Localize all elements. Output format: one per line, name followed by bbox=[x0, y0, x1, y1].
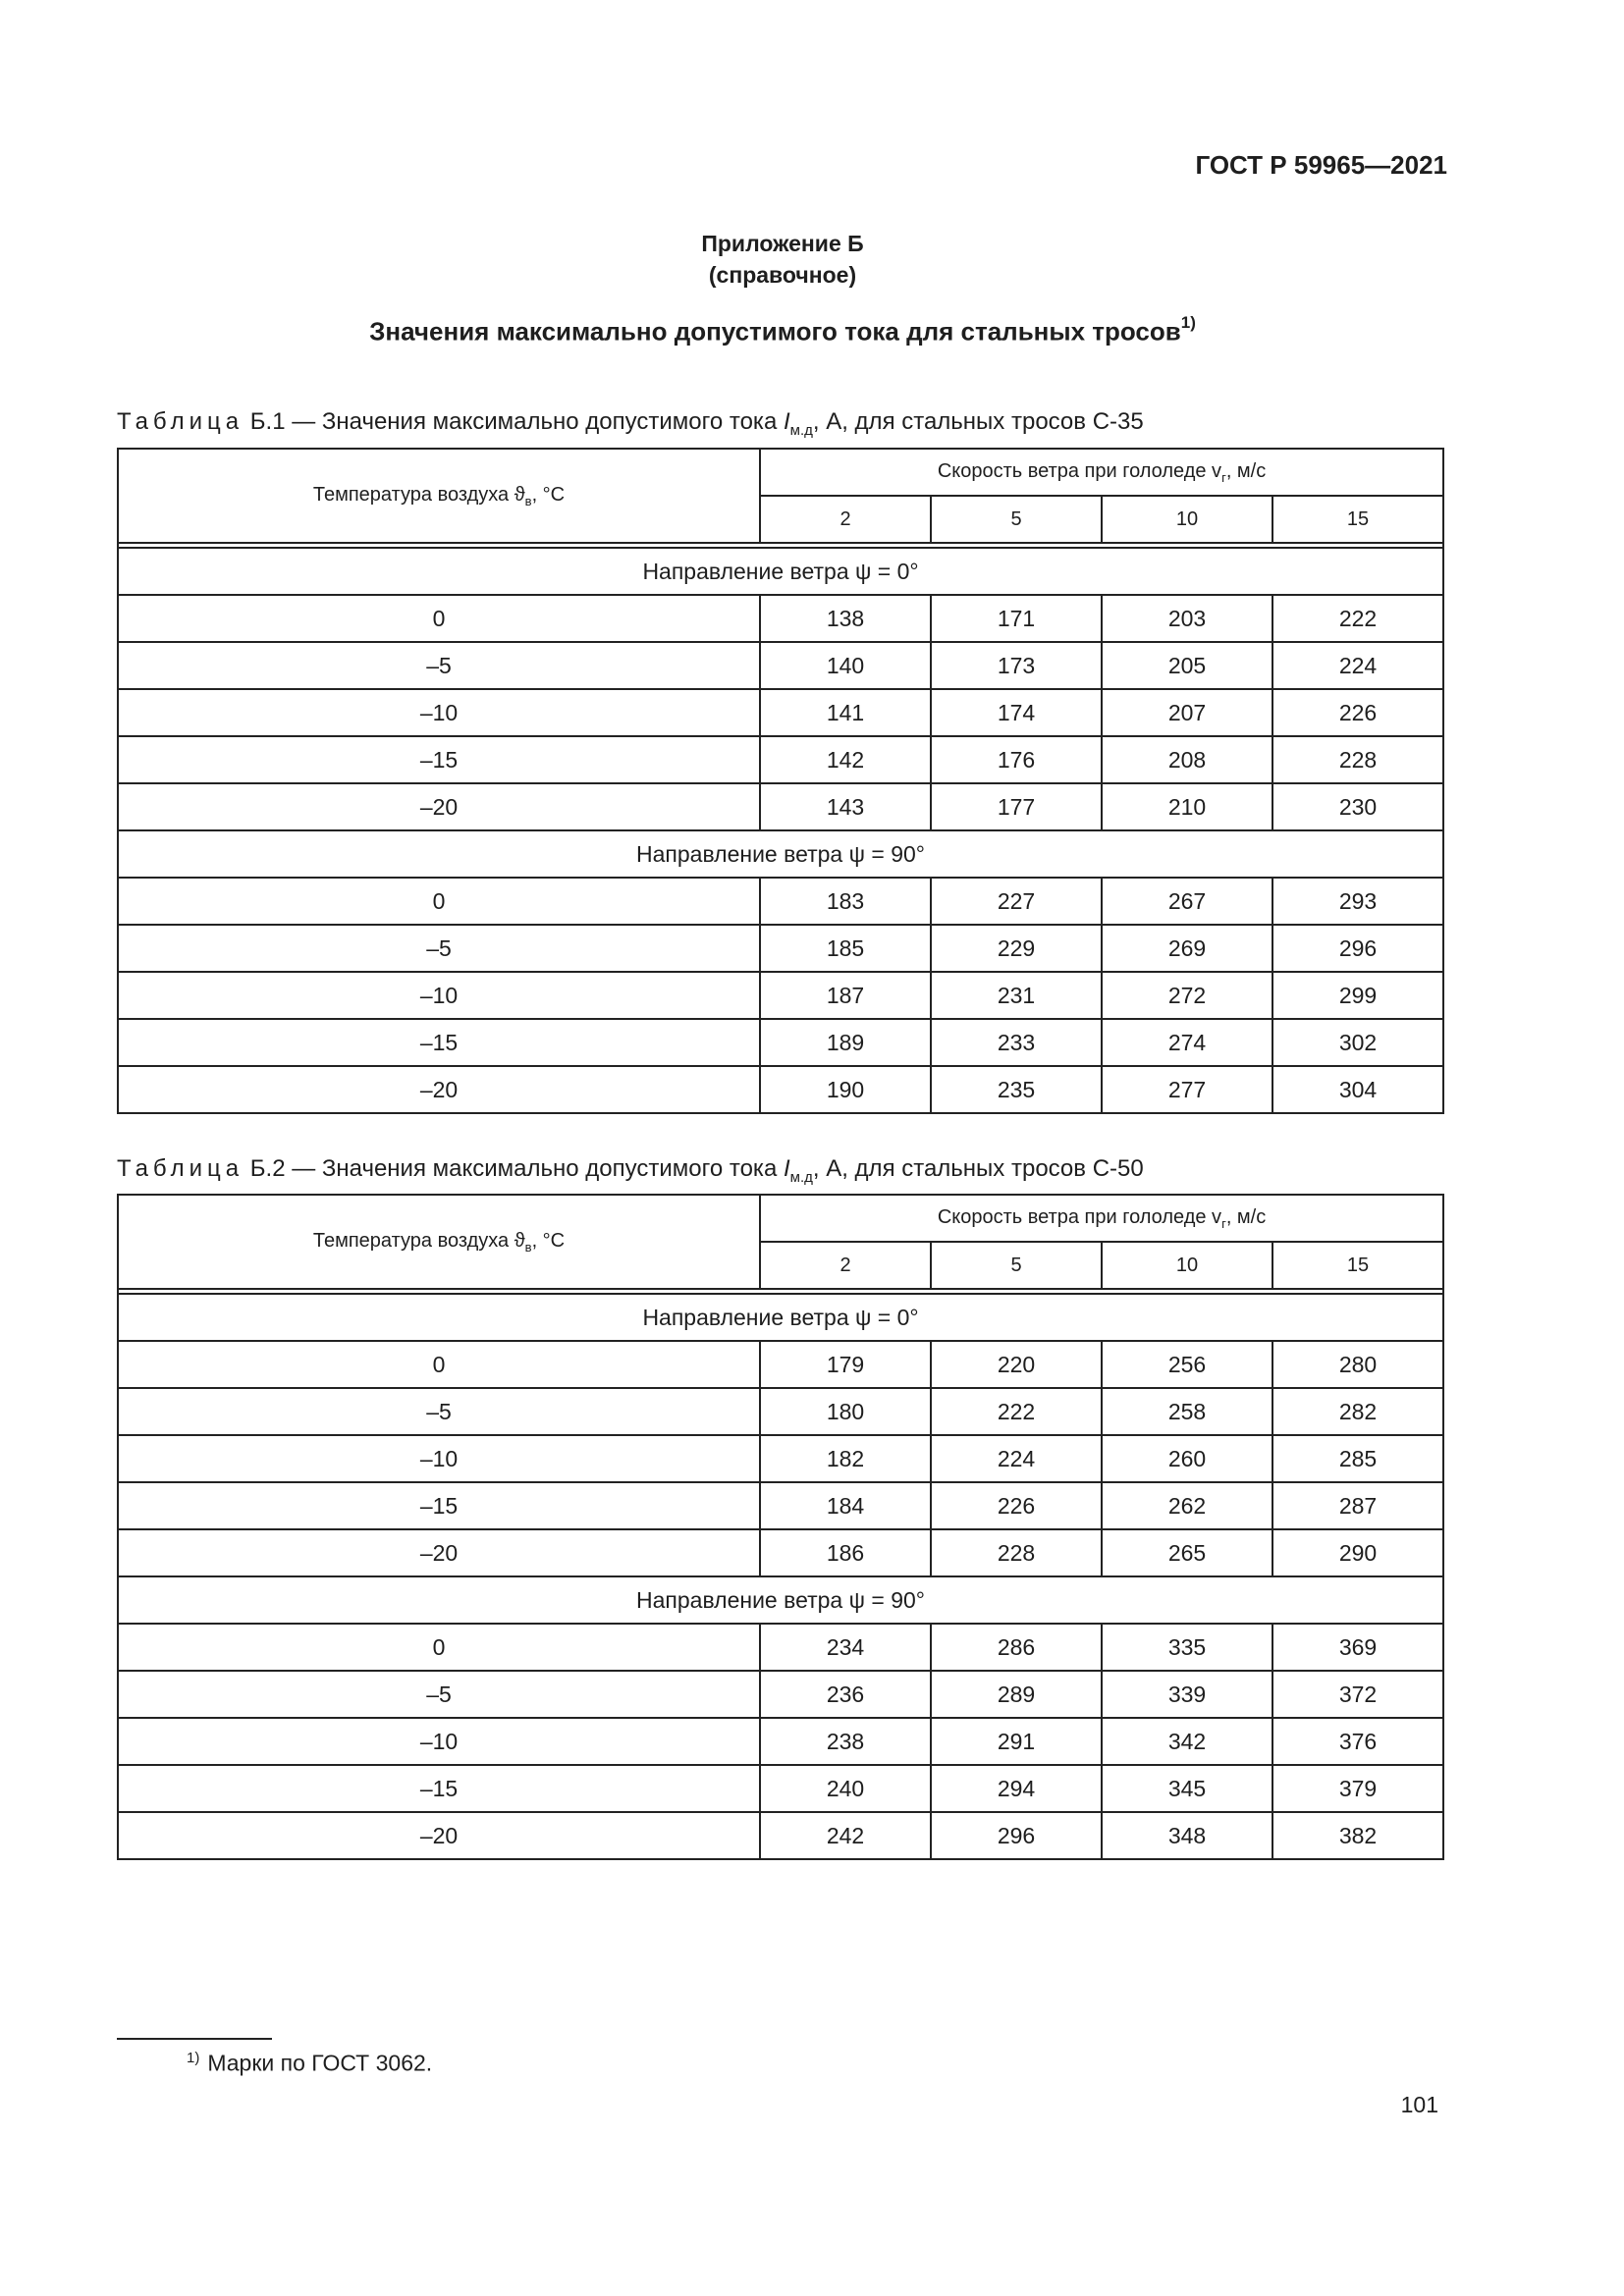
cell-value: 173 bbox=[931, 642, 1102, 689]
section-title bbox=[0, 313, 1565, 347]
table-row bbox=[118, 1435, 1443, 1482]
cell-value: 174 bbox=[931, 689, 1102, 736]
cell-value: 229 bbox=[931, 925, 1102, 972]
appendix-title: Приложение Б bbox=[701, 231, 864, 256]
wind-speed-header-sub: г bbox=[1221, 1215, 1226, 1231]
cell-value: 258 bbox=[1102, 1388, 1272, 1435]
cell-value: 233 bbox=[931, 1019, 1102, 1066]
temperature-header-unit: , °C bbox=[531, 1229, 566, 1252]
caption-symbol: I bbox=[783, 408, 790, 435]
cell-value: 210 bbox=[1102, 783, 1272, 830]
cell-temperature: –10 bbox=[118, 1435, 760, 1482]
caption-symbol-sub: м.д bbox=[789, 1168, 813, 1186]
cell-value: 140 bbox=[760, 642, 931, 689]
cell-value: 262 bbox=[1102, 1482, 1272, 1529]
table-row bbox=[118, 783, 1443, 830]
table-row bbox=[118, 1718, 1443, 1765]
wind-speed-col: 5 bbox=[931, 1242, 1102, 1289]
footnote-mark: 1) bbox=[187, 2050, 200, 2066]
cell-value: 382 bbox=[1272, 1812, 1443, 1859]
cell-value: 302 bbox=[1272, 1019, 1443, 1066]
table-row bbox=[118, 1066, 1443, 1113]
footnote-text: Марки по ГОСТ 3062. bbox=[207, 2050, 433, 2076]
table-row bbox=[118, 1529, 1443, 1576]
cell-value: 234 bbox=[760, 1624, 931, 1671]
appendix-subtitle: (справочное) bbox=[708, 262, 857, 288]
cell-temperature: –10 bbox=[118, 972, 760, 1019]
cell-value: 141 bbox=[760, 689, 931, 736]
cell-value: 289 bbox=[931, 1671, 1102, 1718]
page-number: 101 bbox=[1400, 2092, 1438, 2117]
table-2 bbox=[117, 1194, 1444, 1860]
wind-speed-col: 15 bbox=[1272, 1242, 1443, 1289]
section-heading: Направление ветра ψ = 90° bbox=[118, 1576, 1443, 1624]
cell-value: 379 bbox=[1272, 1765, 1443, 1812]
appendix-heading bbox=[0, 228, 1565, 291]
cell-value: 190 bbox=[760, 1066, 931, 1113]
wind-speed-col: 10 bbox=[1102, 496, 1272, 543]
cell-value: 296 bbox=[1272, 925, 1443, 972]
cell-value: 179 bbox=[760, 1341, 931, 1388]
cell-value: 226 bbox=[1272, 689, 1443, 736]
cell-value: 227 bbox=[931, 878, 1102, 925]
cell-temperature: 0 bbox=[118, 1624, 760, 1671]
table-row bbox=[118, 1671, 1443, 1718]
cell-value: 242 bbox=[760, 1812, 931, 1859]
table-row bbox=[118, 1765, 1443, 1812]
cell-value: 277 bbox=[1102, 1066, 1272, 1113]
caption-text-after: , А, для стальных тросов С-50 bbox=[812, 1155, 1144, 1182]
cell-value: 285 bbox=[1272, 1435, 1443, 1482]
temperature-header-unit: , °C bbox=[531, 483, 566, 506]
cell-value: 369 bbox=[1272, 1624, 1443, 1671]
wind-speed-col: 15 bbox=[1272, 496, 1443, 543]
temperature-header bbox=[118, 449, 760, 543]
cell-value: 189 bbox=[760, 1019, 931, 1066]
cell-temperature: –5 bbox=[118, 1671, 760, 1718]
wind-speed-header-label: Скорость ветра при гололеде v bbox=[937, 1205, 1222, 1228]
cell-value: 205 bbox=[1102, 642, 1272, 689]
cell-temperature: –5 bbox=[118, 642, 760, 689]
cell-value: 335 bbox=[1102, 1624, 1272, 1671]
cell-value: 238 bbox=[760, 1718, 931, 1765]
cell-value: 291 bbox=[931, 1718, 1102, 1765]
wind-speed-col: 10 bbox=[1102, 1242, 1272, 1289]
cell-value: 222 bbox=[931, 1388, 1102, 1435]
wind-speed-header-sub: г bbox=[1221, 469, 1226, 485]
footnote bbox=[187, 2050, 432, 2077]
cell-temperature: –15 bbox=[118, 1482, 760, 1529]
cell-value: 228 bbox=[1272, 736, 1443, 783]
cell-value: 208 bbox=[1102, 736, 1272, 783]
cell-value: 339 bbox=[1102, 1671, 1272, 1718]
cell-value: 138 bbox=[760, 595, 931, 642]
cell-value: 177 bbox=[931, 783, 1102, 830]
table-row bbox=[118, 642, 1443, 689]
cell-value: 207 bbox=[1102, 689, 1272, 736]
wind-speed-header-unit: , м/с bbox=[1225, 1205, 1267, 1228]
cell-value: 265 bbox=[1102, 1529, 1272, 1576]
cell-value: 348 bbox=[1102, 1812, 1272, 1859]
wind-speed-header bbox=[760, 449, 1443, 496]
cell-value: 224 bbox=[1272, 642, 1443, 689]
cell-value: 345 bbox=[1102, 1765, 1272, 1812]
cell-value: 240 bbox=[760, 1765, 931, 1812]
cell-value: 299 bbox=[1272, 972, 1443, 1019]
table-row bbox=[118, 1019, 1443, 1066]
cell-value: 142 bbox=[760, 736, 931, 783]
cell-temperature: –20 bbox=[118, 1066, 760, 1113]
cell-value: 184 bbox=[760, 1482, 931, 1529]
cell-temperature: –10 bbox=[118, 689, 760, 736]
cell-temperature: –15 bbox=[118, 736, 760, 783]
caption-text-before: Б.1 — Значения максимально допустимого тока bbox=[249, 408, 784, 435]
cell-value: 176 bbox=[931, 736, 1102, 783]
section-title-text: Значения максимально допустимого тока для стальных тросов bbox=[369, 316, 1181, 347]
cell-temperature: –10 bbox=[118, 1718, 760, 1765]
cell-temperature: –20 bbox=[118, 1812, 760, 1859]
cell-value: 230 bbox=[1272, 783, 1443, 830]
cell-value: 296 bbox=[931, 1812, 1102, 1859]
table-row bbox=[118, 595, 1443, 642]
cell-value: 182 bbox=[760, 1435, 931, 1482]
table-row bbox=[118, 972, 1443, 1019]
document-code: ГОСТ Р 59965—2021 bbox=[1195, 150, 1447, 180]
wind-speed-col: 5 bbox=[931, 496, 1102, 543]
cell-value: 183 bbox=[760, 878, 931, 925]
caption-prefix: Таблица bbox=[117, 1155, 244, 1182]
cell-value: 228 bbox=[931, 1529, 1102, 1576]
cell-value: 235 bbox=[931, 1066, 1102, 1113]
cell-value: 304 bbox=[1272, 1066, 1443, 1113]
cell-value: 224 bbox=[931, 1435, 1102, 1482]
cell-temperature: 0 bbox=[118, 878, 760, 925]
cell-value: 294 bbox=[931, 1765, 1102, 1812]
cell-value: 185 bbox=[760, 925, 931, 972]
wind-speed-header-label: Скорость ветра при гололеде v bbox=[937, 459, 1222, 482]
cell-value: 236 bbox=[760, 1671, 931, 1718]
temperature-header-sub: в bbox=[524, 493, 532, 508]
wind-speed-header bbox=[760, 1195, 1443, 1242]
cell-temperature: –15 bbox=[118, 1019, 760, 1066]
cell-value: 220 bbox=[931, 1341, 1102, 1388]
cell-value: 143 bbox=[760, 783, 931, 830]
wind-speed-col: 2 bbox=[760, 1242, 931, 1289]
caption-text-after: , А, для стальных тросов С-35 bbox=[812, 408, 1144, 435]
wind-speed-header-unit: , м/с bbox=[1225, 459, 1267, 482]
caption-prefix: Таблица bbox=[117, 408, 244, 435]
cell-temperature: –20 bbox=[118, 1529, 760, 1576]
cell-value: 269 bbox=[1102, 925, 1272, 972]
temperature-header bbox=[118, 1195, 760, 1289]
cell-value: 287 bbox=[1272, 1482, 1443, 1529]
cell-temperature: 0 bbox=[118, 595, 760, 642]
table-1 bbox=[117, 448, 1444, 1114]
temperature-header-label: Температура воздуха ϑ bbox=[312, 483, 525, 506]
table-row bbox=[118, 1812, 1443, 1859]
cell-value: 186 bbox=[760, 1529, 931, 1576]
cell-temperature: –15 bbox=[118, 1765, 760, 1812]
section-heading: Направление ветра ψ = 90° bbox=[118, 830, 1443, 878]
cell-temperature: –5 bbox=[118, 1388, 760, 1435]
cell-value: 267 bbox=[1102, 878, 1272, 925]
cell-value: 187 bbox=[760, 972, 931, 1019]
section-heading: Направление ветра ψ = 0° bbox=[118, 1294, 1443, 1341]
cell-value: 272 bbox=[1102, 972, 1272, 1019]
cell-value: 180 bbox=[760, 1388, 931, 1435]
footnote-divider bbox=[117, 2038, 272, 2040]
temperature-header-label: Температура воздуха ϑ bbox=[312, 1229, 525, 1252]
cell-value: 293 bbox=[1272, 878, 1443, 925]
cell-value: 231 bbox=[931, 972, 1102, 1019]
cell-value: 342 bbox=[1102, 1718, 1272, 1765]
section-heading: Направление ветра ψ = 0° bbox=[118, 548, 1443, 595]
cell-value: 260 bbox=[1102, 1435, 1272, 1482]
cell-value: 372 bbox=[1272, 1671, 1443, 1718]
cell-value: 286 bbox=[931, 1624, 1102, 1671]
caption-text-before: Б.2 — Значения максимально допустимого тока bbox=[249, 1155, 784, 1182]
cell-value: 280 bbox=[1272, 1341, 1443, 1388]
cell-value: 203 bbox=[1102, 595, 1272, 642]
cell-value: 376 bbox=[1272, 1718, 1443, 1765]
caption-symbol-sub: м.д bbox=[789, 421, 813, 439]
table-row bbox=[118, 689, 1443, 736]
cell-temperature: –5 bbox=[118, 925, 760, 972]
table-row bbox=[118, 736, 1443, 783]
wind-speed-col: 2 bbox=[760, 496, 931, 543]
table-row bbox=[118, 925, 1443, 972]
table-row bbox=[118, 1341, 1443, 1388]
cell-value: 222 bbox=[1272, 595, 1443, 642]
table-2-caption bbox=[117, 1155, 1144, 1186]
cell-temperature: 0 bbox=[118, 1341, 760, 1388]
temperature-header-sub: в bbox=[524, 1239, 532, 1255]
cell-value: 226 bbox=[931, 1482, 1102, 1529]
section-title-footnote-mark: 1) bbox=[1180, 313, 1196, 332]
table-row bbox=[118, 1482, 1443, 1529]
caption-symbol: I bbox=[783, 1155, 790, 1182]
cell-temperature: –20 bbox=[118, 783, 760, 830]
table-row bbox=[118, 1388, 1443, 1435]
cell-value: 282 bbox=[1272, 1388, 1443, 1435]
cell-value: 171 bbox=[931, 595, 1102, 642]
table-row bbox=[118, 1624, 1443, 1671]
table-1-caption bbox=[117, 408, 1144, 439]
table-row bbox=[118, 878, 1443, 925]
cell-value: 290 bbox=[1272, 1529, 1443, 1576]
cell-value: 274 bbox=[1102, 1019, 1272, 1066]
cell-value: 256 bbox=[1102, 1341, 1272, 1388]
